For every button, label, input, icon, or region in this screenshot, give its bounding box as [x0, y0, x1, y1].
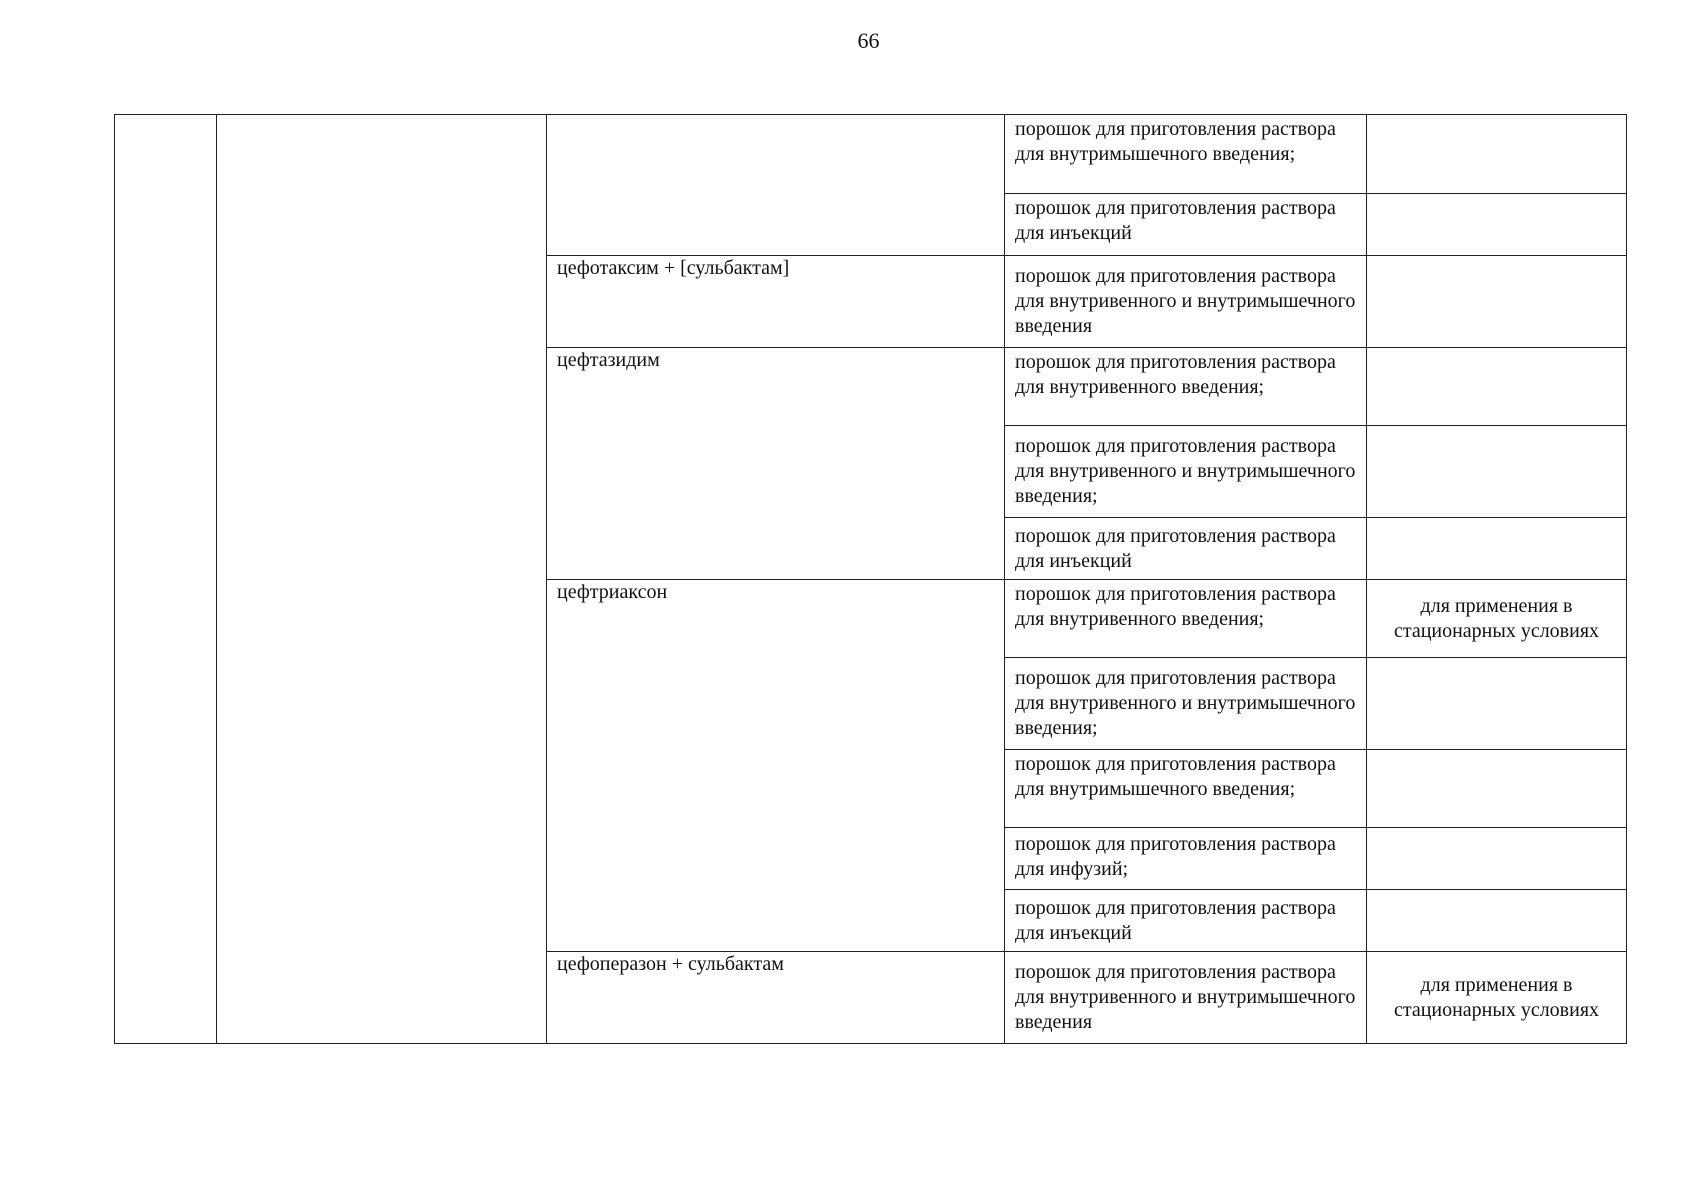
conditions-cell — [1367, 518, 1627, 580]
inn-cell: цефтриаксон — [547, 580, 1005, 952]
inn-cell — [547, 115, 1005, 256]
drug-table — [114, 114, 1627, 1044]
dosage-form-cell: порошок для приготовления раствора для внутримышечного введения; — [1005, 750, 1367, 828]
conditions-cell — [1367, 890, 1627, 952]
dosage-form-cell: порошок для приготовления раствора для внутривенного и внутримышечного введения; — [1005, 426, 1367, 518]
conditions-cell — [1367, 115, 1627, 194]
table-row — [115, 115, 1627, 194]
conditions-cell: для применения в стационарных условиях — [1367, 580, 1627, 658]
page-number: 66 — [857, 28, 880, 53]
conditions-cell: для применения в стационарных условиях — [1367, 952, 1627, 1044]
dosage-form-cell: порошок для приготовления раствора для инъекций — [1005, 518, 1367, 580]
dosage-form-cell: порошок для приготовления раствора для внутривенного и внутримышечного введения — [1005, 952, 1367, 1044]
inn-cell: цефтазидим — [547, 348, 1005, 580]
dosage-form-cell: порошок для приготовления раствора для инъекций — [1005, 890, 1367, 952]
inn-cell: цефоперазон + сульбактам — [547, 952, 1005, 1044]
conditions-cell — [1367, 426, 1627, 518]
conditions-cell — [1367, 194, 1627, 256]
conditions-cell — [1367, 750, 1627, 828]
group-cell — [217, 115, 547, 1044]
conditions-cell — [1367, 348, 1627, 426]
dosage-form-cell: порошок для приготовления раствора для внутривенного и внутримышечного введения — [1005, 256, 1367, 348]
conditions-cell — [1367, 658, 1627, 750]
dosage-form-cell: порошок для приготовления раствора для внутривенного введения; — [1005, 348, 1367, 426]
dosage-form-cell: порошок для приготовления раствора для инфузий; — [1005, 828, 1367, 890]
dosage-form-cell: порошок для приготовления раствора для внутримышечного введения; — [1005, 115, 1367, 194]
dosage-form-cell: порошок для приготовления раствора для инъекций — [1005, 194, 1367, 256]
inn-cell: цефотаксим + [сульбактам] — [547, 256, 1005, 348]
dosage-form-cell: порошок для приготовления раствора для внутривенного введения; — [1005, 580, 1367, 658]
conditions-cell — [1367, 828, 1627, 890]
conditions-cell — [1367, 256, 1627, 348]
dosage-form-cell: порошок для приготовления раствора для внутривенного и внутримышечного введения; — [1005, 658, 1367, 750]
code-cell — [115, 115, 217, 1044]
